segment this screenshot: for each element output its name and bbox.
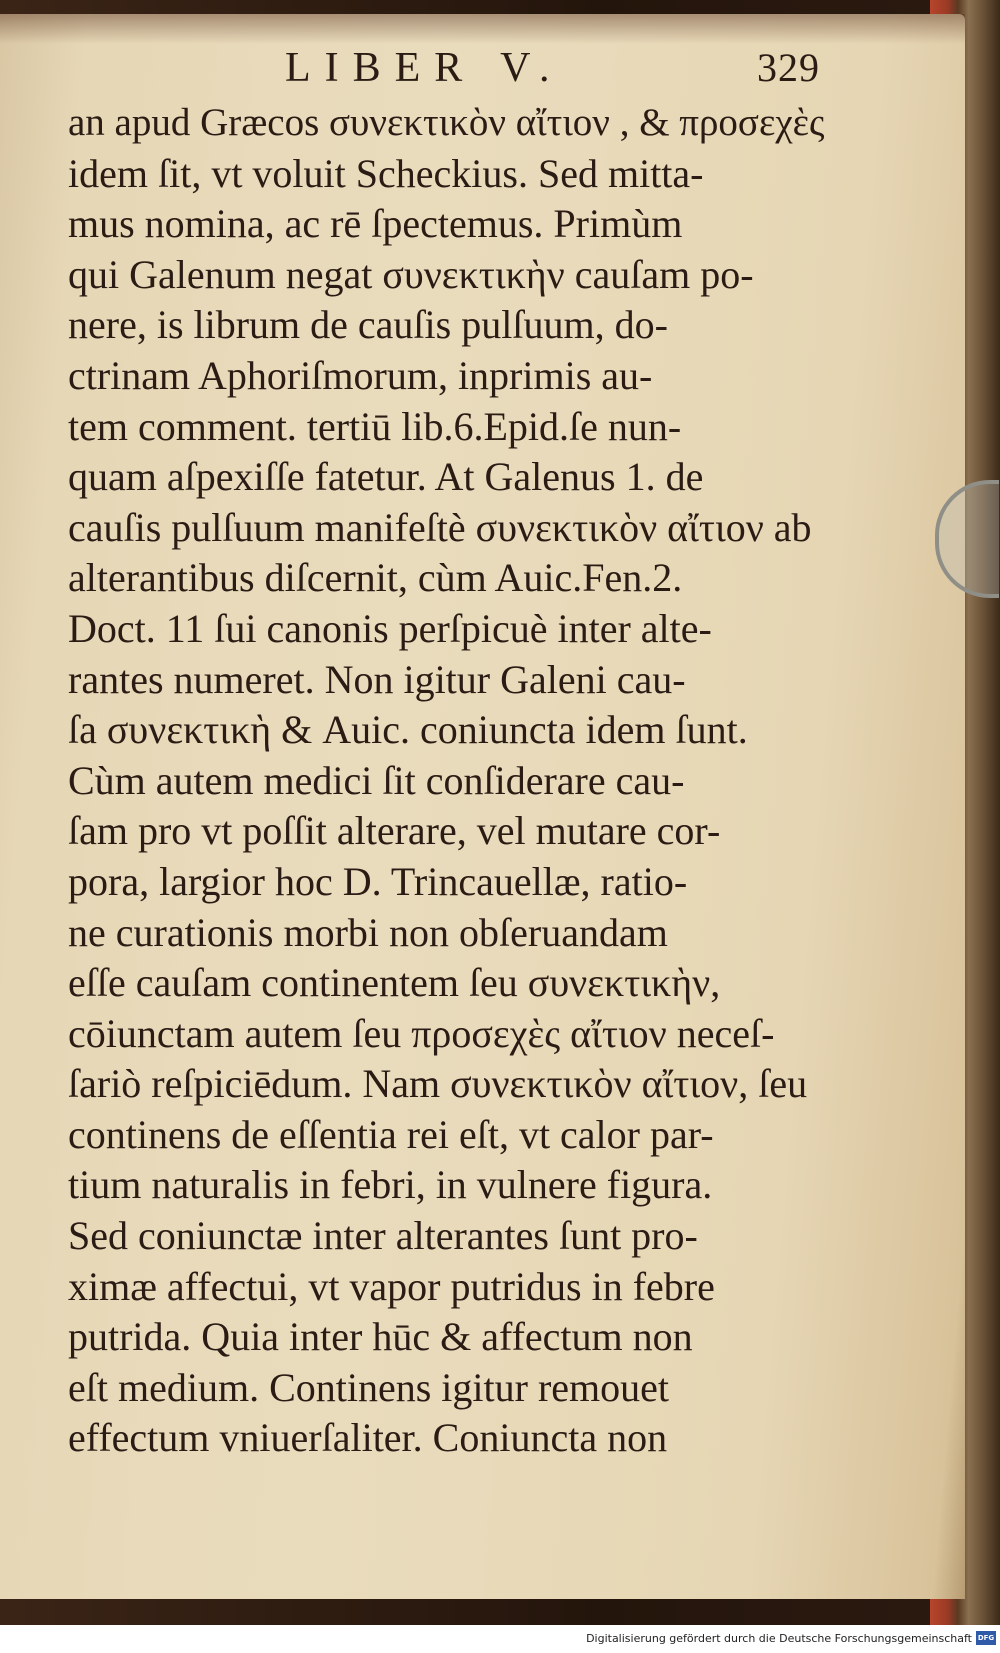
funding-credit: Digitalisierung gefördert durch die Deutsche Forschungsgemeinschaft [586, 1632, 972, 1645]
text-line: ximæ affectui, vt vapor putridus in febre [68, 1263, 715, 1309]
text-line: ſam pro vt poſſit alterare, vel mutare cor- [68, 808, 721, 854]
text-line: idem ſit, vt voluit Scheckius. Sed mitta- [68, 150, 704, 196]
text-line: ctrinam Aphoriſmorum, inprimis au- [68, 352, 653, 398]
text-line: Cùm autem medici ſit conſiderare cau- [68, 757, 685, 803]
text-line: Sed coniunctæ inter alterantes ſunt pro- [68, 1213, 698, 1259]
body-text [68, 98, 828, 1464]
dfg-logo: DFG [976, 1631, 996, 1645]
text-line: ſa συνεκτικὴ & Auic. coniuncta idem ſunt. [68, 707, 748, 753]
footer-bar [0, 1625, 1000, 1653]
text-line: tem comment. tertiū lib.6.Epid.ſe nun- [68, 403, 682, 449]
text-line: pora, largior hoc D. Trincauellæ, ratio- [68, 858, 688, 904]
text-line: Doct. 11 ſui canonis perſpicuè inter alte- [68, 605, 712, 651]
text-line: rantes numeret. Non igitur Galeni cau- [68, 656, 686, 702]
text-line: alterantibus diſcernit, cùm Auic.Fen.2. [68, 555, 683, 601]
text-line: qui Galenum negat συνεκτικὴν cauſam po- [68, 251, 754, 297]
text-line: ne curationis morbi non obſeruandam [68, 909, 668, 955]
text-line: eſſe cauſam continentem ſeu συνεκτικὴν, [68, 960, 721, 1006]
text-line: nere, is librum de cauſis pulſuum, do- [68, 302, 668, 348]
text-line: putrida. Quia inter hūc & affectum non [68, 1314, 693, 1360]
text-line: continens de eſſentia rei eſt, vt calor par- [68, 1111, 714, 1157]
text-line: quam aſpexiſſe fatetur. At Galenus 1. de [68, 454, 704, 500]
text-line: effectum vniuerſaliter. Coniuncta non [68, 1415, 668, 1461]
text-line: tium naturalis in febri, in vulnere figura. [68, 1162, 713, 1208]
text-line: ſariò reſpiciēdum. Nam συνεκτικὸν αἴτιον, ſeu [68, 1061, 808, 1107]
text-line: cauſis pulſuum manifeſtè συνεκτικὸν αἴτιον ab [68, 504, 812, 550]
page-header [80, 40, 820, 100]
text-line: eſt medium. Continens igitur remouet [68, 1364, 670, 1410]
text-line: cōiunctam autem ſeu προσεχὲς αἴτιον neceſ- [68, 1010, 775, 1056]
text-line: mus nomina, ac rē ſpectemus. Primùm [68, 201, 683, 247]
running-head: LIBER V. [285, 45, 564, 91]
page-number: 329 [757, 45, 820, 90]
text-line: an apud Græcos συνεκτικὸν αἴτιον , & προσεχὲς [68, 101, 825, 144]
